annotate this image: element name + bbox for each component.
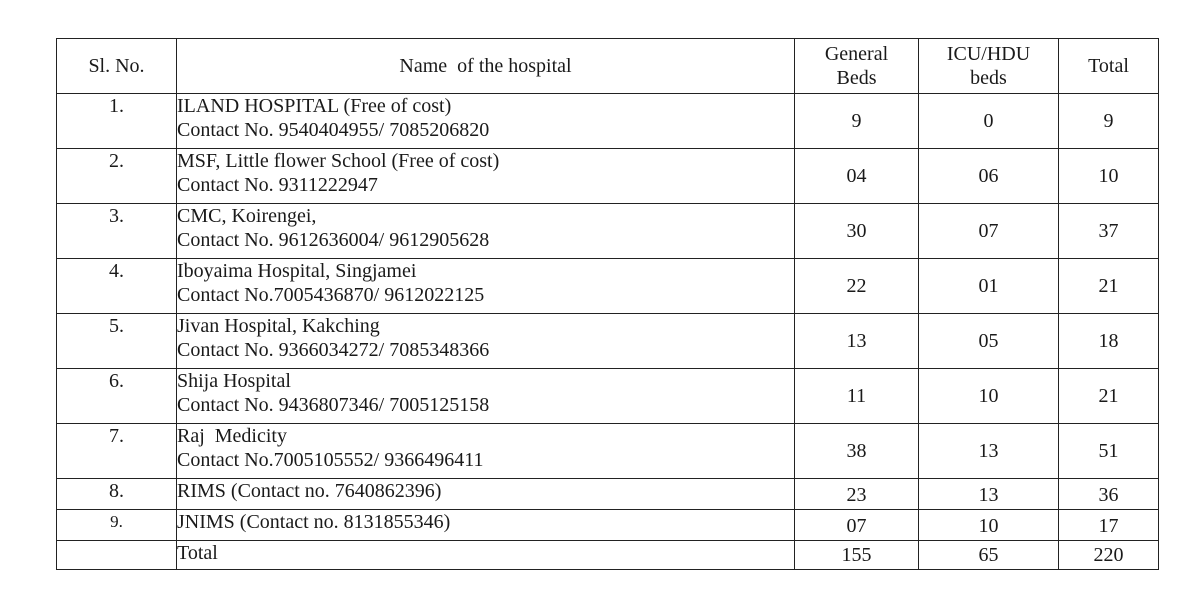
- row-sl-no: 8.: [57, 479, 177, 510]
- table-row: [57, 369, 1159, 424]
- header-icu-beds-line1: ICU/HDU: [946, 43, 1031, 65]
- row-general-beds: 38: [795, 424, 919, 479]
- row-total: 51: [1059, 424, 1159, 479]
- row-contact: Contact No. 9540404955/ 7085206820: [177, 119, 490, 141]
- row-general-beds: 9: [795, 94, 919, 149]
- row-hospital-cell: [177, 149, 795, 204]
- row-general-beds: 11: [795, 369, 919, 424]
- row-total: 9: [1059, 94, 1159, 149]
- row-sl-no: 3.: [57, 204, 177, 259]
- totals-icu-beds: 65: [919, 541, 1059, 570]
- row-icu-beds: 13: [919, 424, 1059, 479]
- row-general-beds: 30: [795, 204, 919, 259]
- row-contact: Contact No.7005105552/ 9366496411: [177, 449, 484, 471]
- totals-total: 220: [1059, 541, 1159, 570]
- header-general-beds: [795, 39, 919, 94]
- row-hospital-name: Jivan Hospital, Kakching: [177, 315, 380, 337]
- row-total: 37: [1059, 204, 1159, 259]
- row-icu-beds: 07: [919, 204, 1059, 259]
- row-general-beds: 04: [795, 149, 919, 204]
- row-hospital-cell: [177, 424, 795, 479]
- row-total: 21: [1059, 259, 1159, 314]
- row-hospital-name: JNIMS (Contact no. 8131855346): [177, 511, 451, 533]
- row-sl-no: 6.: [57, 369, 177, 424]
- totals-row: [57, 541, 1159, 570]
- row-contact: Contact No. 9311222947: [177, 174, 378, 196]
- row-total: 10: [1059, 149, 1159, 204]
- row-general-beds: 07: [795, 510, 919, 541]
- row-icu-beds: 13: [919, 479, 1059, 510]
- row-contact: Contact No.7005436870/ 9612022125: [177, 284, 485, 306]
- row-hospital-name: RIMS (Contact no. 7640862396): [177, 480, 442, 502]
- header-general-beds-line2: Beds: [836, 67, 877, 89]
- table-row: [57, 510, 1159, 541]
- table-row: [57, 424, 1159, 479]
- row-hospital-name: ILAND HOSPITAL (Free of cost): [177, 95, 452, 117]
- row-hospital-name: Raj Medicity: [177, 425, 287, 447]
- header-icu-beds-line2: beds: [970, 67, 1007, 89]
- row-icu-beds: 0: [919, 94, 1059, 149]
- table-row: [57, 314, 1159, 369]
- row-total: 36: [1059, 479, 1159, 510]
- row-sl-no: 9.: [57, 510, 177, 541]
- row-hospital-cell: [177, 259, 795, 314]
- row-hospital-cell: [177, 204, 795, 259]
- header-icu-beds: [919, 39, 1059, 94]
- row-contact: Contact No. 9436807346/ 7005125158: [177, 394, 490, 416]
- row-total: 18: [1059, 314, 1159, 369]
- row-icu-beds: 10: [919, 510, 1059, 541]
- row-sl-no: 1.: [57, 94, 177, 149]
- row-hospital-cell: [177, 94, 795, 149]
- row-hospital-cell: [177, 369, 795, 424]
- header-general-beds-line1: General: [824, 43, 889, 65]
- row-icu-beds: 01: [919, 259, 1059, 314]
- row-total: 21: [1059, 369, 1159, 424]
- row-contact: Contact No. 9612636004/ 9612905628: [177, 229, 490, 251]
- hospital-beds-table: [56, 38, 1159, 570]
- row-sl-no: 2.: [57, 149, 177, 204]
- header-sl-no: Sl. No.: [57, 39, 177, 94]
- totals-label: Total: [177, 541, 795, 570]
- table-row: [57, 204, 1159, 259]
- row-general-beds: 22: [795, 259, 919, 314]
- totals-general-beds: 155: [795, 541, 919, 570]
- row-total: 17: [1059, 510, 1159, 541]
- totals-sl-empty: [57, 541, 177, 570]
- row-icu-beds: 06: [919, 149, 1059, 204]
- row-sl-no: 7.: [57, 424, 177, 479]
- table-row: [57, 149, 1159, 204]
- table-row: [57, 479, 1159, 510]
- table-header-row: [57, 39, 1159, 94]
- row-hospital-name: CMC, Koirengei,: [177, 205, 317, 227]
- row-icu-beds: 10: [919, 369, 1059, 424]
- row-hospital-cell: [177, 479, 795, 510]
- row-hospital-cell: [177, 314, 795, 369]
- header-hospital-name: Name of the hospital: [177, 39, 795, 94]
- row-hospital-name: Iboyaima Hospital, Singjamei: [177, 260, 417, 282]
- row-icu-beds: 05: [919, 314, 1059, 369]
- row-hospital-cell: [177, 510, 795, 541]
- row-contact: Contact No. 9366034272/ 7085348366: [177, 339, 490, 361]
- table-row: [57, 259, 1159, 314]
- header-total: Total: [1059, 39, 1159, 94]
- row-sl-no: 5.: [57, 314, 177, 369]
- row-sl-no: 4.: [57, 259, 177, 314]
- table-row: [57, 94, 1159, 149]
- row-hospital-name: MSF, Little flower School (Free of cost): [177, 150, 500, 172]
- row-general-beds: 23: [795, 479, 919, 510]
- row-hospital-name: Shija Hospital: [177, 370, 291, 392]
- row-general-beds: 13: [795, 314, 919, 369]
